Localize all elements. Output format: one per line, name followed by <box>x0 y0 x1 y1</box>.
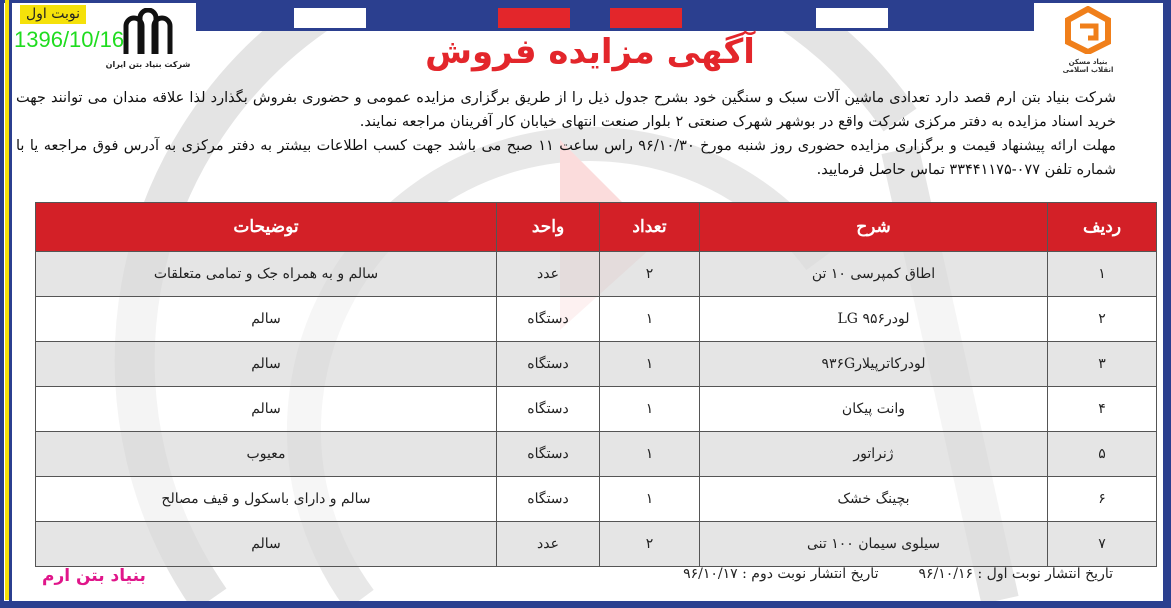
cell-quantity: ۱ <box>600 342 700 387</box>
cell-quantity: ۱ <box>600 477 700 522</box>
cell-unit: عدد <box>497 252 600 297</box>
cell-unit: دستگاه <box>497 432 600 477</box>
table-row <box>36 387 1157 432</box>
cell-quantity: ۱ <box>600 432 700 477</box>
cell-item-description: سیلوی سیمان ۱۰۰ تنی <box>700 522 1048 567</box>
announcement-paragraph-2: مهلت ارائه پیشنهاد قیمت و برگزاری مزایده حضوری روز شنبه مورخ ۹۶/۱۰/۳۰ راس ساعت ۱۱ صبح می باشد جهت کسب اطلاعات بیشتر به دفتر مرکزی به آدرس فوق مراجعه یا با شماره تلفن ۰۷۷-۳۳۴۴۱۱۷۵ تماس حاصل فرمایید. <box>16 138 1117 178</box>
cell-item-description: ژنراتور <box>700 432 1048 477</box>
cell-notes: سالم <box>36 297 497 342</box>
announcement-text <box>16 86 1144 182</box>
page-title: آگهی مزایده فروش <box>425 32 755 72</box>
cell-row-number: ۷ <box>1048 522 1157 567</box>
header-notes: توضیحات <box>36 203 497 252</box>
frame-left-inner <box>9 0 12 608</box>
date-stamp: 1396/10/16 <box>14 27 125 52</box>
cell-unit: دستگاه <box>497 342 600 387</box>
header-block <box>294 8 366 28</box>
header-block <box>816 8 888 28</box>
header-bar <box>196 3 1034 31</box>
cell-item-description: لودر۹۵۶ LG <box>700 297 1048 342</box>
house-logo-icon <box>1065 6 1111 54</box>
bonyad-beton-logo <box>100 8 196 69</box>
table-row <box>36 297 1157 342</box>
right-logo-caption: بنیاد مسکن انقلاب اسلامی <box>1062 58 1114 74</box>
publish-dates <box>683 566 1113 582</box>
cell-row-number: ۲ <box>1048 297 1157 342</box>
cell-row-number: ۶ <box>1048 477 1157 522</box>
cell-row-number: ۵ <box>1048 432 1157 477</box>
cell-notes: سالم و دارای باسکول و قیف مصالح <box>36 477 497 522</box>
table-row <box>36 477 1157 522</box>
bonyad-maskan-logo <box>1058 6 1118 74</box>
header-quantity: تعداد <box>600 203 700 252</box>
cell-row-number: ۴ <box>1048 387 1157 432</box>
announcement-paragraph-1: شرکت بنیاد بتن ارم قصد دارد تعدادی ماشین آلات سبک و سنگین خود بشرح جدول ذیل را از طریق برگزاری مزایده عمومی و حضوری بفروش بگذارد لذا علاقه مندان می توانند جهت خرید اسناد مزایده به دفتر مرکزی شرکت واقع در بوشهر شهرک صنعتی ۲ بلوار صنعت انتهای خیابان کار آفرینان مراجعه نمایند. <box>16 90 1116 130</box>
cell-row-number: ۳ <box>1048 342 1157 387</box>
table-row <box>36 522 1157 567</box>
table-header <box>36 203 1157 252</box>
cell-item-description: وانت پیکان <box>700 387 1048 432</box>
cell-row-number: ۱ <box>1048 252 1157 297</box>
issue-badge: نوبت اول <box>20 5 86 24</box>
frame-bottom <box>0 601 1171 608</box>
header-description: شرح <box>700 203 1048 252</box>
header-block <box>610 8 682 28</box>
cell-unit: عدد <box>497 522 600 567</box>
table-row <box>36 342 1157 387</box>
cell-quantity: ۱ <box>600 297 700 342</box>
cell-unit: دستگاه <box>497 297 600 342</box>
cell-unit: دستگاه <box>497 387 600 432</box>
cell-item-description: اطاق کمپرسی ۱۰ تن <box>700 252 1048 297</box>
cell-quantity: ۲ <box>600 252 700 297</box>
cell-quantity: ۱ <box>600 387 700 432</box>
cell-notes: سالم <box>36 342 497 387</box>
frame-right <box>1163 0 1171 608</box>
building-logo-icon <box>118 8 178 56</box>
brand-name: بنیاد بتن ارم <box>42 566 146 586</box>
header-block <box>498 8 570 28</box>
items-table <box>35 202 1157 567</box>
second-publish-date: تاریخ انتشار نوبت دوم : ۹۶/۱۰/۱۷ <box>683 566 879 582</box>
first-publish-date: تاریخ انتشار نوبت اول : ۹۶/۱۰/۱۶ <box>918 566 1113 582</box>
cell-notes: سالم و به همراه جک و تمامی متعلقات <box>36 252 497 297</box>
header-unit: واحد <box>497 203 600 252</box>
frame-left <box>0 0 4 608</box>
left-logo-caption: شرکت بنیاد بتن ایران <box>105 60 191 69</box>
table-row <box>36 432 1157 477</box>
cell-notes: سالم <box>36 522 497 567</box>
cell-notes: سالم <box>36 387 497 432</box>
table-row <box>36 252 1157 297</box>
cell-item-description: لودرکاترپیلار۹۳۶G <box>700 342 1048 387</box>
cell-item-description: بچینگ خشک <box>700 477 1048 522</box>
header-row-number: ردیف <box>1048 203 1157 252</box>
cell-quantity: ۲ <box>600 522 700 567</box>
cell-unit: دستگاه <box>497 477 600 522</box>
cell-notes: معیوب <box>36 432 497 477</box>
